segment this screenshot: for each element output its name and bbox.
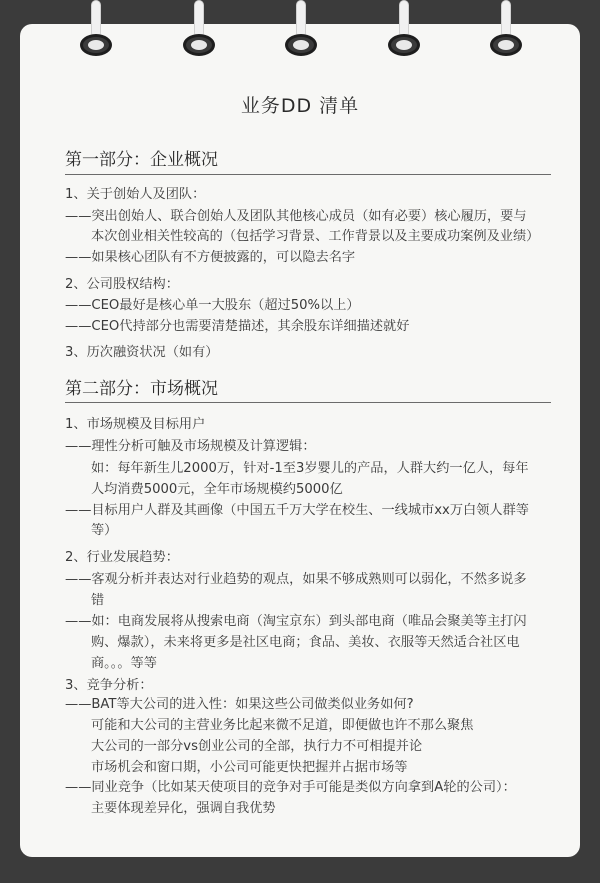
binding-ring-icon bbox=[74, 0, 118, 62]
list-item: 2、公司股权结构： bbox=[65, 277, 179, 292]
section-heading: 第一部分：企业概况 bbox=[65, 150, 218, 170]
binding-ring-icon bbox=[279, 0, 323, 62]
list-item: 主要体现差异化，强调自我优势 bbox=[91, 801, 276, 816]
section-heading: 第二部分：市场概况 bbox=[65, 379, 218, 399]
binding-ring-icon bbox=[177, 0, 221, 62]
list-item: ——客观分析并表达对行业趋势的观点，如果不够成熟则可以弱化，不然多说多 bbox=[65, 572, 527, 587]
list-item: 市场机会和窗口期，小公司可能更快把握并占据市场等 bbox=[91, 760, 408, 775]
list-item: ——突出创始人、联合创始人及团队其他核心成员（如有必要）核心履历，要与 bbox=[65, 209, 527, 224]
list-item: ——同业竞争（比如某天使项目的竞争对手可能是类似方向拿到A轮的公司）： bbox=[65, 780, 516, 795]
list-item: 1、市场规模及目标用户 bbox=[65, 417, 206, 432]
list-item: ——目标用户人群及其画像（中国五千万大学在校生、一线城市xx万白领人群等 bbox=[65, 503, 529, 518]
list-item: 如：每年新生儿2000万，针对-1至3岁婴儿的产品，人群大约一亿人，每年 bbox=[91, 461, 529, 476]
list-item: 错 bbox=[91, 593, 105, 608]
binding-ring-icon bbox=[382, 0, 426, 62]
list-item: ——CEO最好是核心单一大股东（超过50%以上） bbox=[65, 298, 360, 313]
list-item: ——如：电商发展将从搜索电商（淘宝京东）到头部电商（唯品会聚美等主打闪 bbox=[65, 614, 527, 629]
list-item: 2、行业发展趋势： bbox=[65, 550, 179, 565]
list-item: ——如果核心团队有不方便披露的，可以隐去名字 bbox=[65, 250, 356, 265]
section-divider bbox=[65, 402, 551, 403]
list-item: ——理性分析可触及市场规模及计算逻辑： bbox=[65, 439, 316, 454]
list-item: 1、关于创始人及团队： bbox=[65, 187, 206, 202]
page-title: 业务DD 清单 bbox=[240, 95, 360, 117]
list-item: 可能和大公司的主营业务比起来微不足道，即便做也许不那么聚焦 bbox=[91, 718, 474, 733]
list-item: ——BAT等大公司的进入性：如果这些公司做类似业务如何? bbox=[65, 697, 414, 712]
list-item: 本次创业相关性较高的（包括学习背景、工作背景以及主要成功案例及业绩） bbox=[91, 229, 540, 244]
list-item: 3、竞争分析： bbox=[65, 678, 153, 693]
list-item: 商。。。等等 bbox=[91, 656, 157, 671]
binding-ring-icon bbox=[484, 0, 528, 62]
list-item: 大公司的一部分vs创业公司的全部，执行力不可相提并论 bbox=[91, 739, 423, 754]
list-item: 等） bbox=[91, 523, 118, 538]
section-divider bbox=[65, 174, 551, 175]
list-item: 购、爆款），未来将更多是社区电商；食品、美妆、衣服等天然适合社区电 bbox=[91, 635, 520, 650]
list-item: ——CEO代持部分也需要清楚描述，其余股东详细描述就好 bbox=[65, 319, 410, 334]
list-item: 人均消费5000元，全年市场规模约5000亿 bbox=[91, 482, 343, 497]
list-item: 3、历次融资状况（如有） bbox=[65, 345, 219, 360]
